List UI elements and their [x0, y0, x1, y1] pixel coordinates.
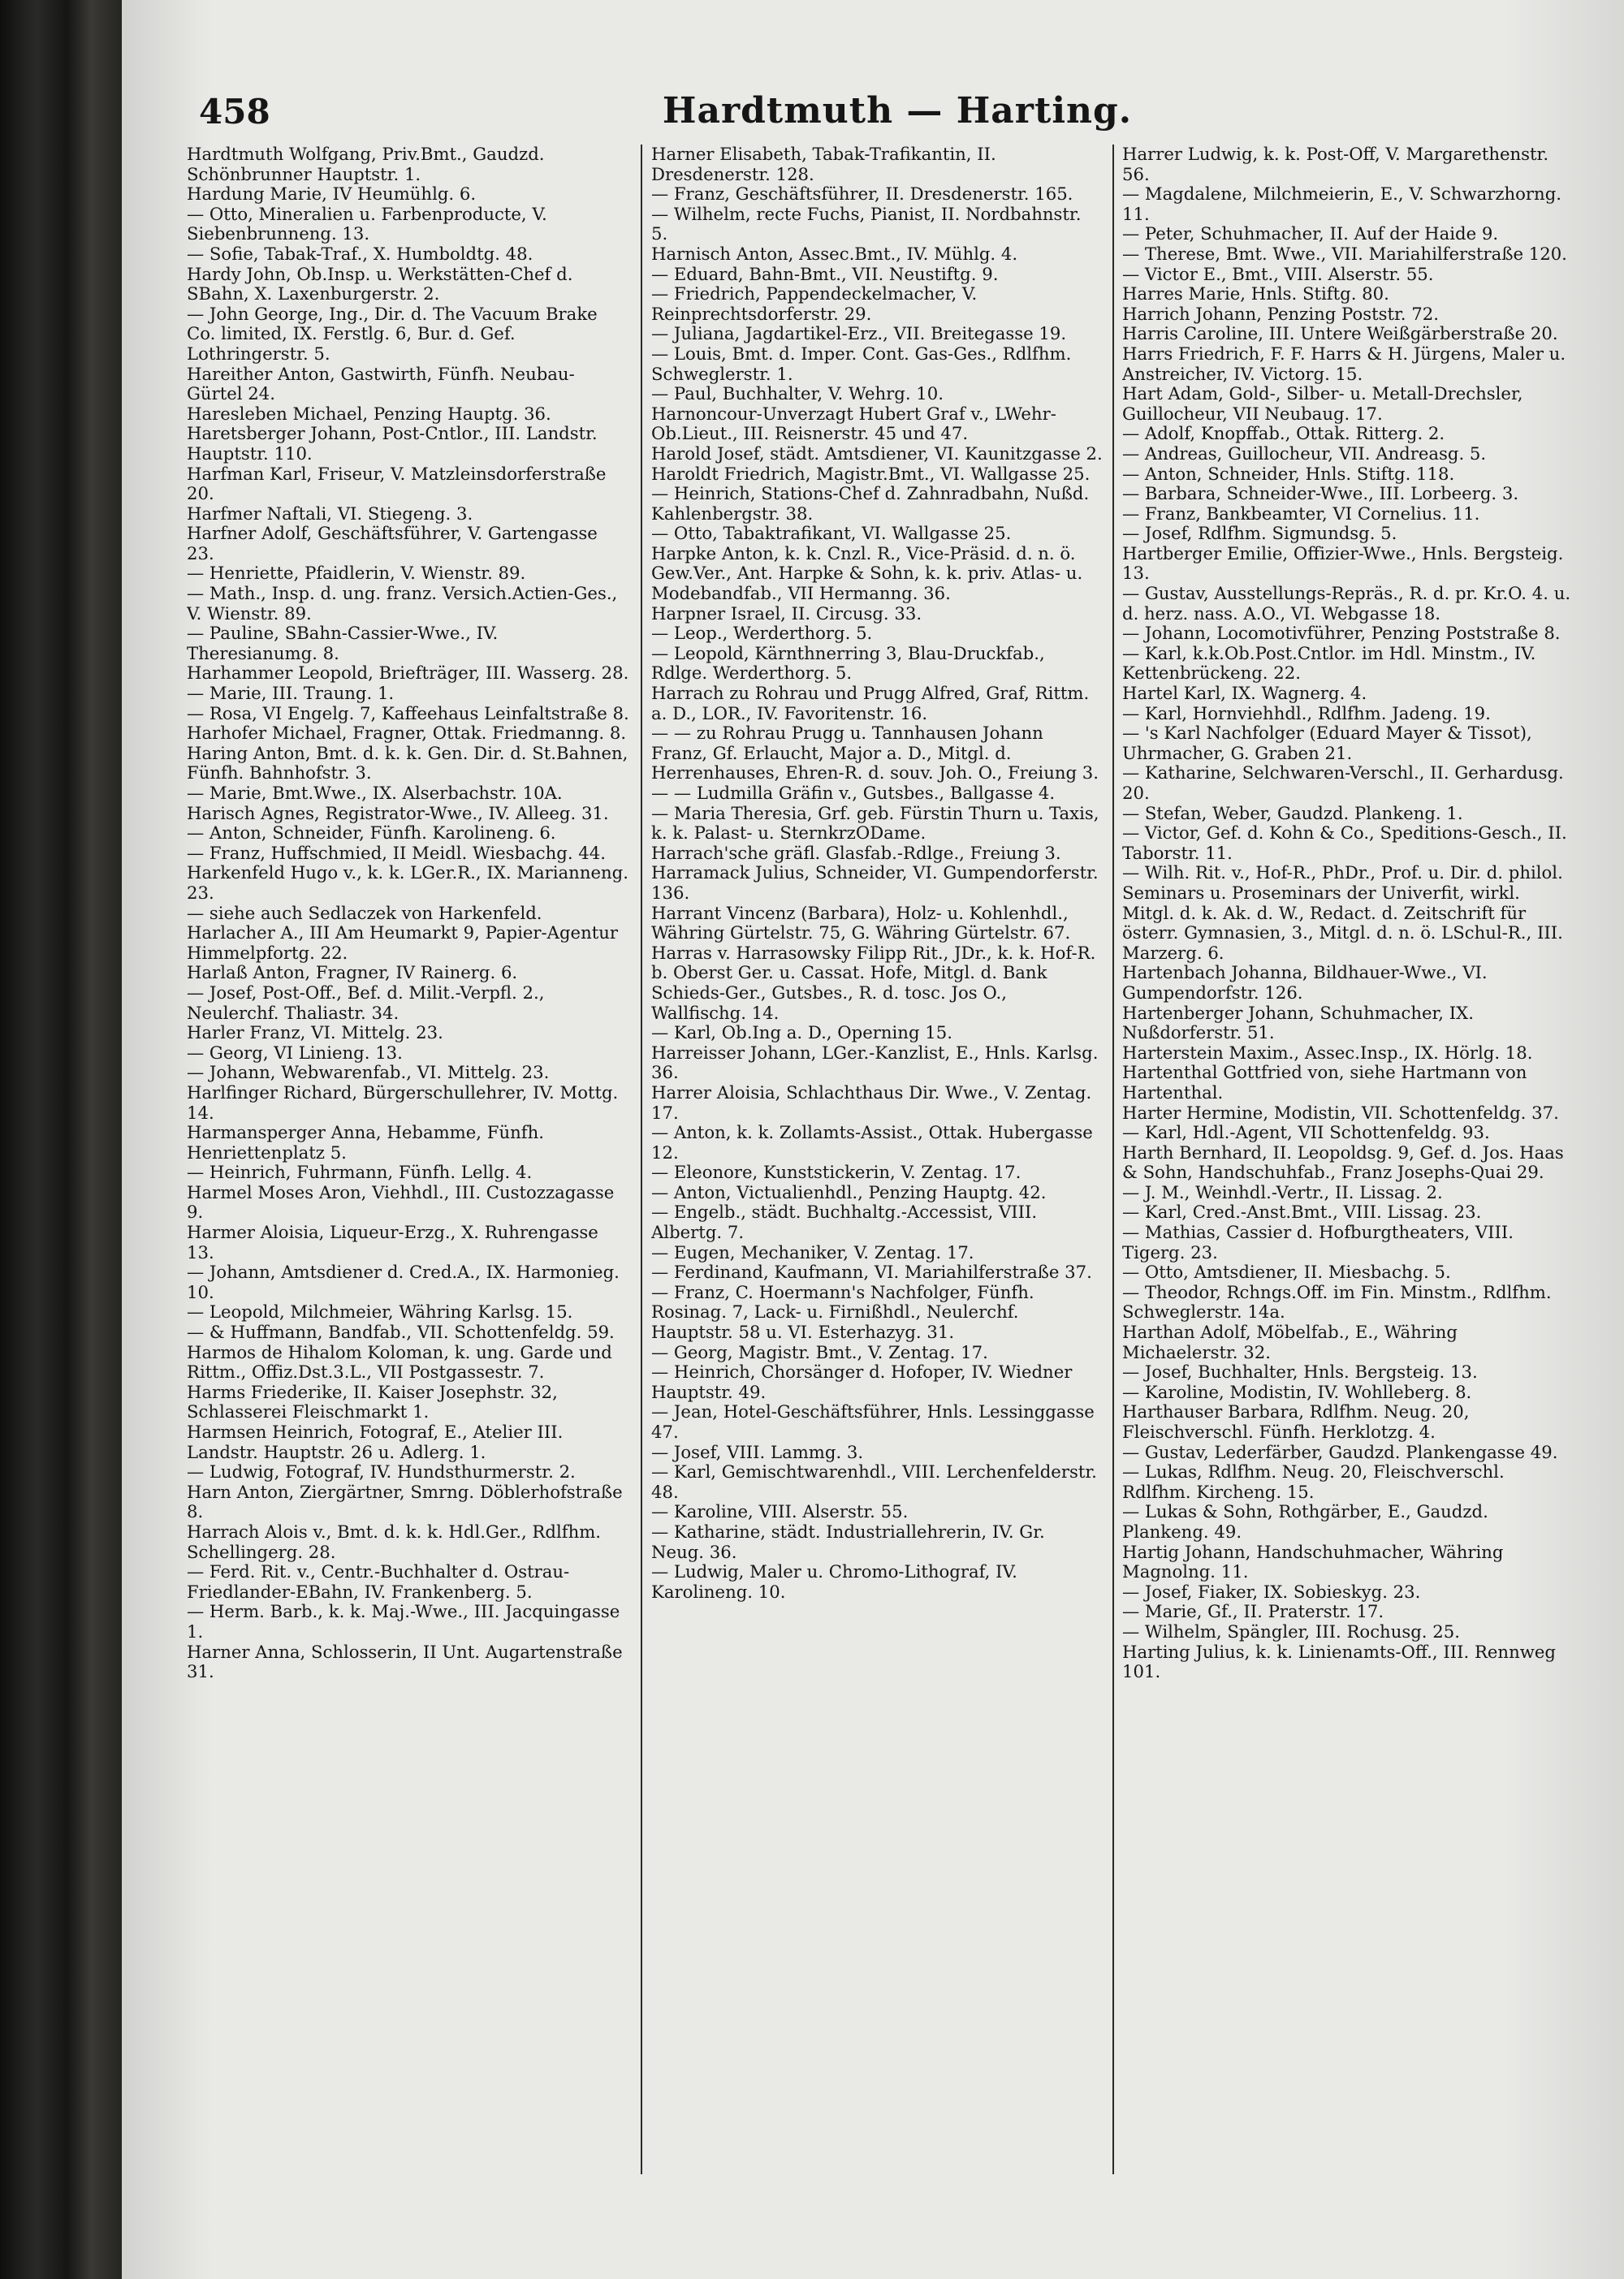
directory-entry: Harrer Ludwig, k. k. Post-Off, V. Margarethenstr. 56.	[1122, 145, 1549, 184]
directory-entry: Harms Friederike, II. Kaiser Josephstr. 32, Schlasserei Fleischmarkt 1.	[187, 1381, 558, 1422]
directory-entry: — Eleonore, Kunststickerin, V. Zentag. 17.	[651, 1162, 1021, 1183]
directory-entry: — Adolf, Knopffab., Ottak. Ritterg. 2.	[1122, 423, 1445, 444]
directory-entry: — Theodor, Rchngs.Off. im Fin. Minstm., Rdlfhm. Schweglerstr. 14a.	[1122, 1281, 1552, 1323]
column-rule-right	[1112, 145, 1114, 2174]
directory-entry: — Katharine, Selchwaren-Verschl., II. Gerhardusg. 20.	[1122, 762, 1564, 803]
directory-entry: — Engelb., städt. Buchhaltg.-Accessist, VIII. Albertg. 7.	[651, 1202, 1038, 1243]
directory-entry: Harrach zu Rohrau und Prugg Alfred, Graf, Rittm. a. D., LOR., IV. Favoritenstr. 16.	[651, 683, 1090, 723]
directory-entry: Harmos de Hihalom Koloman, k. ung. Garde und Rittm., Offiz.Dst.3.L., VII Postgassestr. 7.	[187, 1341, 612, 1383]
directory-entry: Haring Anton, Bmt. d. k. k. Gen. Dir. d. St.Bahnen, Fünfh. Bahnhofstr. 3.	[187, 742, 628, 783]
directory-entry: — Otto, Tabaktrafikant, VI. Wallgasse 25.	[651, 523, 1012, 544]
directory-entry: Hartberger Emilie, Offizier-Wwe., Hnls. Bergsteig. 13.	[1122, 542, 1564, 584]
directory-entry: — Andreas, Guillocheur, VII. Andreasg. 5.	[1122, 442, 1487, 464]
directory-entry: — Juliana, Jagdartikel-Erz., VII. Breitegasse 19.	[651, 323, 1067, 344]
directory-entry: — Karl, Cred.-Anst.Bmt., VIII. Lissag. 23.	[1122, 1202, 1482, 1223]
directory-entry: Harting Julius, k. k. Linienamts-Off., III. Rennweg 101.	[1122, 1641, 1556, 1682]
directory-entry: — Maria Theresia, Grf. geb. Fürstin Thurn u. Taxis, k. k. Palast- u. SternkrzODame.	[651, 802, 1099, 844]
directory-entry: — Josef, VIII. Lammg. 3.	[651, 1441, 864, 1462]
directory-entry: — — Ludmilla Gräfin v., Gutsbes., Ballgasse 4.	[651, 783, 1056, 803]
directory-entry: — J. M., Weinhdl.-Vertr., II. Lissag. 2.	[1122, 1181, 1443, 1202]
book-binding-edge	[0, 0, 122, 2279]
directory-entry: — — zu Rohrau Prugg u. Tannhausen Johann Franz, Gf. Erlaucht, Major a. D., Mitgl. d. Herrenhauses, Ehren-R. d. souv. Joh. O., Freiung 3.	[651, 723, 1099, 783]
directory-entry: Harpke Anton, k. k. Cnzl. R., Vice-Präsid. d. n. ö. Gew.Ver., Ant. Harpke & Sohn, k. k. priv. Atlas- u. Modebandfab., VII Hermanng. 36.	[651, 542, 1083, 604]
directory-entry: Harrer Aloisia, Schlachthaus Dir. Wwe., V. Zentag. 17.	[651, 1081, 1092, 1123]
directory-entry: — Johann, Amtsdiener d. Cred.A., IX. Harmonieg. 10.	[187, 1262, 620, 1302]
directory-entry: Harmel Moses Aron, Viehhdl., III. Custozzagasse 9.	[187, 1181, 615, 1223]
directory-entry: — Karl, Ob.Ing a. D., Operning 15.	[651, 1022, 952, 1043]
directory-entry: Hartenbach Johanna, Bildhauer-Wwe., VI. Gumpendorfstr. 126.	[1122, 962, 1488, 1003]
directory-entry: — Barbara, Schneider-Wwe., III. Lorbeerg. 3.	[1122, 483, 1519, 504]
directory-entry: — Marie, III. Traung. 1.	[187, 683, 395, 704]
directory-entry: Harlaß Anton, Fragner, IV Rainerg. 6.	[187, 962, 518, 983]
directory-entry: Harterstein Maxim., Assec.Insp., IX. Hörlg. 18.	[1122, 1042, 1533, 1063]
directory-entry: Harfman Karl, Friseur, V. Matzleinsdorferstraße 20.	[187, 463, 607, 504]
directory-entry: Harkenfeld Hugo v., k. k. LGer.R., IX. Marianneng. 23.	[187, 862, 628, 903]
directory-entry: — Louis, Bmt. d. Imper. Cont. Gas-Ges., Rdlfhm. Schweglerstr. 1.	[651, 343, 1072, 384]
directory-entry: — Karl, k.k.Ob.Post.Cntlor. im Hdl. Minstm., IV. Kettenbrückeng. 22.	[1122, 642, 1536, 684]
directory-entry: Harnoncour-Unverzagt Hubert Graf v., LWehr-Ob.Lieut., III. Reisnerstr. 45 und 47.	[651, 403, 1056, 444]
directory-entry: — Therese, Bmt. Wwe., VII. Mariahilferstraße 120.	[1122, 243, 1567, 264]
directory-entry: Harner Elisabeth, Tabak-Trafikantin, II. Dresdenerstr. 128.	[651, 145, 996, 184]
directory-entry: — Eugen, Mechaniker, V. Zentag. 17.	[651, 1241, 974, 1263]
directory-entry: Harramack Julius, Schneider, VI. Gumpendorferstr. 136.	[651, 862, 1099, 903]
directory-entry: Harres Marie, Hnls. Stiftg. 80.	[1122, 283, 1389, 304]
directory-entry: — Magdalene, Milchmeierin, E., V. Schwarzhorng. 11.	[1122, 183, 1561, 224]
directory-entry: Harhammer Leopold, Briefträger, III. Wasserg. 28.	[187, 663, 629, 684]
directory-entry: — Josef, Rdlfhm. Sigmundsg. 5.	[1122, 523, 1397, 544]
directory-entry: — Heinrich, Chorsänger d. Hofoper, IV. Wiedner Hauptstr. 49.	[651, 1362, 1073, 1402]
column-rule-left	[641, 145, 642, 2174]
directory-entry: Harreisser Johann, LGer.-Kanzlist, E., Hnls. Karlsg. 36.	[651, 1042, 1099, 1083]
page-header	[199, 85, 1596, 150]
directory-entry: — Jean, Hotel-Geschäftsführer, Hnls. Lessinggasse 47.	[651, 1401, 1095, 1442]
directory-entry: — Karl, Gemischtwarenhdl., VIII. Lerchenfelderstr. 48.	[651, 1461, 1097, 1502]
directory-entry: Harhofer Michael, Fragner, Ottak. Friedmanng. 8.	[187, 723, 627, 744]
directory-entry: — Heinrich, Fuhrmann, Fünfh. Lellg. 4.	[187, 1162, 533, 1183]
directory-entry: — Gustav, Lederfärber, Gaudzd. Plankengasse 49.	[1122, 1441, 1558, 1462]
directory-entry: — Karl, Hdl.-Agent, VII Schottenfeldg. 93.	[1122, 1122, 1490, 1143]
directory-entry: — Gustav, Ausstellungs-Repräs., R. d. pr. Kr.O. 4. u. d. herz. nass. A.O., VI. Webgasse 18.	[1122, 583, 1571, 624]
directory-entry: — Katharine, städt. Industriallehrerin, IV. Gr. Neug. 36.	[651, 1521, 1045, 1562]
directory-entry: — Josef, Buchhalter, Hnls. Bergsteig. 13.	[1122, 1362, 1478, 1383]
directory-entry: — Herm. Barb., k. k. Maj.-Wwe., III. Jacquingasse 1.	[187, 1601, 620, 1642]
directory-entry: — Mathias, Cassier d. Hofburgtheaters, VIII. Tigerg. 23.	[1122, 1222, 1514, 1263]
directory-entry: — Otto, Mineralien u. Farbenproducte, V. Siebenbrunneng. 13.	[187, 203, 547, 244]
directory-entry: — Leopold, Milchmeier, Währing Karlsg. 15.	[187, 1301, 573, 1323]
directory-entry: — Peter, Schuhmacher, II. Auf der Haide 9.	[1122, 223, 1499, 244]
directory-entry: Harmansperger Anna, Hebamme, Fünfh. Henriettenplatz 5.	[187, 1122, 544, 1163]
directory-entry: Harrich Johann, Penzing Poststr. 72.	[1122, 303, 1439, 324]
directory-entry: Harrant Vincenz (Barbara), Holz- u. Kohlenhdl., Währing Gürtelstr. 75, G. Währing Gürtelstr. 67.	[651, 902, 1071, 943]
directory-entry: Hardung Marie, IV Heumühlg. 6.	[187, 183, 477, 205]
directory-entry: Harn Anton, Ziergärtner, Smrng. Döblerhofstraße 8.	[187, 1481, 623, 1522]
directory-entry: — Lukas & Sohn, Rothgärber, E., Gaudzd. Plankeng. 49.	[1122, 1501, 1488, 1542]
directory-entry: — Karoline, Modistin, IV. Wohlleberg. 8.	[1122, 1381, 1472, 1402]
directory-entry: — Johann, Locomotivführer, Penzing Poststraße 8.	[1122, 623, 1561, 644]
directory-entry: — Johann, Webwarenfab., VI. Mittelg. 23.	[187, 1062, 550, 1083]
directory-entry: Hareither Anton, Gastwirth, Fünfh. Neubau-Gürtel 24.	[187, 363, 575, 404]
directory-entry: — Anton, Schneider, Fünfh. Karolineng. 6.	[187, 822, 556, 844]
directory-entry: — Ferd. Rit. v., Centr.-Buchhalter d. Ostrau-Friedlander-EBahn, IV. Frankenberg. 5.	[187, 1561, 570, 1602]
directory-entry: Harris Caroline, III. Untere Weißgärberstraße 20.	[1122, 323, 1558, 344]
directory-entry: — Henriette, Pfaidlerin, V. Wienstr. 89.	[187, 563, 526, 584]
directory-entry: Hardy John, Ob.Insp. u. Werkstätten-Chef d. SBahn, X. Laxenburgerstr. 2.	[187, 263, 573, 304]
directory-entry: — Josef, Fiaker, IX. Sobieskyg. 23.	[1122, 1581, 1421, 1602]
directory-entry: — Leopold, Kärnthnerring 3, Blau-Druckfab., Rdlge. Werderthorg. 5.	[651, 642, 1045, 684]
directory-entry: — Franz, Geschäftsführer, II. Dresdenerstr. 165.	[651, 183, 1073, 205]
directory-entry: — Leop., Werderthorg. 5.	[651, 623, 873, 644]
directory-entry: — Anton, k. k. Zollamts-Assist., Ottak. Hubergasse 12.	[651, 1122, 1093, 1163]
directory-entry: Harras v. Harrasowsky Filipp Rit., JDr., k. k. Hof-R. b. Oberst Ger. u. Cassat. Hofe, Mitgl. d. Bank Schieds-Ger., Gutsbes., R. d. tosc. Jos O., Wallfischg. 14.	[651, 942, 1096, 1023]
directory-entry: Harler Franz, VI. Mittelg. 23.	[187, 1022, 443, 1043]
directory-entry: Hartenberger Johann, Schuhmacher, IX. Nußdorferstr. 51.	[1122, 1002, 1474, 1043]
directory-entry: Harpner Israel, II. Circusg. 33.	[651, 602, 922, 624]
directory-entry: — Friedrich, Pappendeckelmacher, V. Reinprechtsdorferstr. 29.	[651, 283, 978, 324]
directory-entry: — Pauline, SBahn-Cassier-Wwe., IV. Theresianumg. 8.	[187, 623, 499, 663]
directory-entry: Hart Adam, Gold-, Silber- u. Metall-Drechsler, Guillocheur, VII Neubaug. 17.	[1122, 383, 1523, 424]
directory-entry: Harfmer Naftali, VI. Stiegeng. 3.	[187, 503, 473, 524]
directory-entry: — Anton, Victualienhdl., Penzing Hauptg. 42.	[651, 1181, 1047, 1202]
directory-entry: Harnisch Anton, Assec.Bmt., IV. Mühlg. 4.	[651, 243, 1018, 264]
directory-entry: Harmsen Heinrich, Fotograf, E., Atelier III. Landstr. Hauptstr. 26 u. Adlerg. 1.	[187, 1422, 564, 1462]
directory-entry: Harth Bernhard, II. Leopoldsg. 9, Gef. d. Jos. Haas & Sohn, Handschuhfab., Franz Josephs-Quai 29.	[1122, 1142, 1564, 1183]
directory-entry: Haretsberger Johann, Post-Cntlor., III. Landstr. Hauptstr. 110.	[187, 423, 598, 464]
directory-entry: — Karoline, VIII. Alserstr. 55.	[651, 1501, 909, 1522]
directory-entry: — Rosa, VI Engelg. 7, Kaffeehaus Leinfaltstraße 8.	[187, 702, 629, 723]
directory-entry: Harisch Agnes, Registrator-Wwe., IV. Alleeg. 31.	[187, 802, 609, 823]
directory-entry: — Wilhelm, Spängler, III. Rochusg. 25.	[1122, 1621, 1460, 1642]
directory-entry: Harfner Adolf, Geschäftsführer, V. Gartengasse 23.	[187, 523, 598, 563]
directory-entry: — Georg, VI Linieng. 13.	[187, 1042, 403, 1063]
directory-entry: — Franz, Huffschmied, II Meidl. Wiesbachg. 44.	[187, 842, 606, 863]
directory-entry: Hartig Johann, Handschuhmacher, Währing Magnolng. 11.	[1122, 1541, 1504, 1582]
directory-entry: — Heinrich, Stations-Chef d. Zahnradbahn, Nußd. Kahlenbergstr. 38.	[651, 483, 1090, 524]
directory-entry: Harlacher A., III Am Heumarkt 9, Papier-Agentur Himmelpfortg. 22.	[187, 922, 619, 963]
directory-entry: — & Huffmann, Bandfab., VII. Schottenfeldg. 59.	[187, 1322, 615, 1343]
directory-entry: — Marie, Bmt.Wwe., IX. Alserbachstr. 10A.	[187, 783, 563, 803]
directory-entry: Harrs Friedrich, F. F. Harrs & H. Jürgens, Maler u. Anstreicher, IV. Victorg. 15.	[1122, 343, 1566, 384]
directory-entry: — John George, Ing., Dir. d. The Vacuum Brake Co. limited, IX. Ferstlg. 6, Bur. d. Gef. Lothringerstr. 5.	[187, 303, 598, 364]
directory-entry: — 's Karl Nachfolger (Eduard Mayer & Tissot), Uhrmacher, G. Graben 21.	[1122, 723, 1532, 763]
directory-entry: Harner Anna, Schlosserin, II Unt. Augartenstraße 31.	[187, 1641, 623, 1682]
directory-entry: — Victor, Gef. d. Kohn & Co., Speditions-Gesch., II. Taborstr. 11.	[1122, 822, 1567, 863]
directory-entry: — Eduard, Bahn-Bmt., VII. Neustiftg. 9.	[651, 263, 999, 284]
directory-column-3	[1122, 145, 1577, 2223]
directory-entry: — Ludwig, Maler u. Chromo-Lithograf, IV. Karolineng. 10.	[651, 1561, 1017, 1602]
directory-entry: — siehe auch Sedlaczek von Harkenfeld.	[187, 902, 542, 923]
page-number: 458	[199, 92, 270, 132]
directory-entry: Harrach Alois v., Bmt. d. k. k. Hdl.Ger., Rdlfhm. Schellingerg. 28.	[187, 1521, 602, 1562]
directory-entry: Harthan Adolf, Möbelfab., E., Währing Michaelerstr. 32.	[1122, 1322, 1458, 1362]
directory-entry: Harthauser Barbara, Rdlfhm. Neug. 20, Fleischverschl. Fünfh. Herklotzg. 4.	[1122, 1401, 1470, 1442]
directory-entry: — Josef, Post-Off., Bef. d. Milit.-Verpfl. 2., Neulerchf. Thaliastr. 34.	[187, 982, 545, 1023]
directory-entry: Harlfinger Richard, Bürgerschullehrer, IV. Mottg. 14.	[187, 1081, 619, 1123]
directory-entry: Harter Hermine, Modistin, VII. Schottenfeldg. 37.	[1122, 1102, 1559, 1123]
directory-entry: Haroldt Friedrich, Magistr.Bmt., VI. Wallgasse 25.	[651, 463, 1091, 484]
directory-entry: — Sofie, Tabak-Traf., X. Humboldtg. 48.	[187, 243, 533, 264]
directory-column-2	[651, 145, 1103, 2223]
directory-entry: Hartel Karl, IX. Wagnerg. 4.	[1122, 683, 1367, 704]
directory-entry: — Math., Insp. d. ung. franz. Versich.Actien-Ges., V. Wienstr. 89.	[187, 583, 618, 624]
directory-entry: — Ludwig, Fotograf, IV. Hundsthurmerstr. 2.	[187, 1461, 576, 1483]
directory-entry: Haresleben Michael, Penzing Hauptg. 36.	[187, 403, 551, 424]
directory-entry: Hardtmuth Wolfgang, Priv.Bmt., Gaudzd. Schönbrunner Hauptstr. 1.	[187, 145, 545, 184]
running-head: Hardtmuth — Harting.	[662, 90, 1133, 132]
directory-entry: — Franz, C. Hoermann's Nachfolger, Fünfh. Rosinag. 7, Lack- u. Firnißhdl., Neulerchf. Hauptstr. 58 u. VI. Esterhazyg. 31.	[651, 1281, 1034, 1343]
directory-entry: Harrach'sche gräfl. Glasfab.-Rdlge., Freiung 3.	[651, 842, 1061, 863]
directory-entry: Harmer Aloisia, Liqueur-Erzg., X. Ruhrengasse 13.	[187, 1222, 598, 1263]
directory-entry: — Lukas, Rdlfhm. Neug. 20, Fleischverschl. Rdlfhm. Kircheng. 15.	[1122, 1461, 1505, 1502]
directory-entry: — Wilhelm, recte Fuchs, Pianist, II. Nordbahnstr. 5.	[651, 203, 1082, 244]
directory-page	[122, 0, 1624, 2279]
directory-entry: Harold Josef, städt. Amtsdiener, VI. Kaunitzgasse 2.	[651, 442, 1103, 464]
directory-entry: — Georg, Magistr. Bmt., V. Zentag. 17.	[651, 1341, 988, 1362]
directory-entry: — Ferdinand, Kaufmann, VI. Mariahilferstraße 37.	[651, 1262, 1092, 1283]
directory-entry: — Otto, Amtsdiener, II. Miesbachg. 5.	[1122, 1262, 1451, 1283]
directory-entry: — Paul, Buchhalter, V. Wehrg. 10.	[651, 383, 944, 404]
directory-entry: — Franz, Bankbeamter, VI Cornelius. 11.	[1122, 503, 1480, 524]
directory-entry: — Victor E., Bmt., VIII. Alserstr. 55.	[1122, 263, 1434, 284]
directory-column-1	[187, 145, 630, 2223]
directory-entry: — Karl, Hornviehhdl., Rdlfhm. Jadeng. 19.	[1122, 702, 1491, 723]
directory-entry: — Wilh. Rit. v., Hof-R., PhDr., Prof. u. Dir. d. philol. Seminars u. Proseminars der Univerfit, wirkl. Mitgl. d. k. Ak. d. W., Redact. d. Zeitschrift für österr. Gymnasien, 3., Mitgl. d. n. ö. LSchul-R., III. Marzerg. 6.	[1122, 862, 1563, 963]
directory-entry: — Stefan, Weber, Gaudzd. Plankeng. 1.	[1122, 802, 1463, 823]
directory-entry: — Anton, Schneider, Hnls. Stiftg. 118.	[1122, 463, 1455, 484]
directory-entry: Hartenthal Gottfried von, siehe Hartmann von Hartenthal.	[1122, 1062, 1527, 1103]
directory-entry: — Marie, Gf., II. Praterstr. 17.	[1122, 1601, 1384, 1622]
